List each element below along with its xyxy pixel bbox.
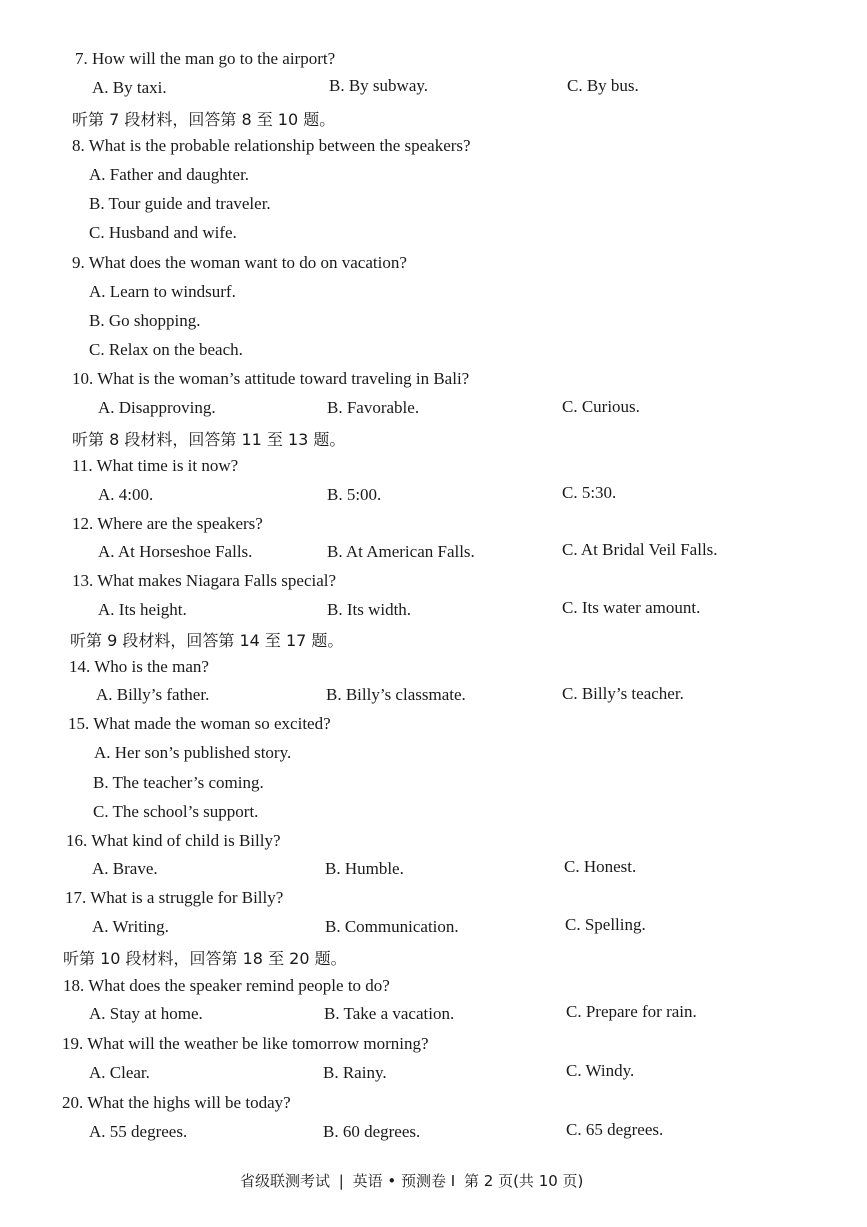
q18-option-b: B. Take a vacation. bbox=[324, 1004, 455, 1023]
q13-option-a: A. Its height. bbox=[98, 600, 187, 619]
q14-option-a: A. Billy’s father. bbox=[96, 685, 210, 704]
q13-option-c: C. Its water amount. bbox=[562, 598, 701, 617]
q19-option-b: B. Rainy. bbox=[323, 1063, 387, 1082]
q16-option-c: C. Honest. bbox=[564, 857, 637, 876]
q9-option-a: A. Learn to windsurf. bbox=[89, 282, 236, 301]
question-16: 16. What kind of child is Billy? bbox=[66, 831, 281, 850]
question-10: 10. What is the woman’s attitude toward traveling in Bali? bbox=[72, 369, 470, 388]
footer-exam-name: 省级联测考试 bbox=[240, 1172, 331, 1190]
q14-option-c: C. Billy’s teacher. bbox=[562, 684, 684, 703]
q18-option-a: A. Stay at home. bbox=[89, 1004, 203, 1023]
q17-option-b: B. Communication. bbox=[325, 917, 459, 936]
q17-option-c: C. Spelling. bbox=[565, 915, 646, 934]
question-13: 13. What makes Niagara Falls special? bbox=[72, 571, 337, 590]
q17-option-a: A. Writing. bbox=[92, 917, 169, 936]
q7-option-c: C. By bus. bbox=[567, 76, 639, 95]
q10-option-c: C. Curious. bbox=[562, 397, 640, 416]
q14-option-b: B. Billy’s classmate. bbox=[326, 685, 466, 704]
question-18: 18. What does the speaker remind people to do? bbox=[63, 976, 390, 995]
question-19: 19. What will the weather be like tomorrow morning? bbox=[62, 1034, 429, 1053]
question-15: 15. What made the woman so excited? bbox=[68, 714, 331, 733]
question-17: 17. What is a struggle for Billy? bbox=[65, 888, 284, 907]
question-20: 20. What the highs will be today? bbox=[62, 1093, 291, 1112]
q13-option-b: B. Its width. bbox=[327, 600, 412, 619]
q20-option-a: A. 55 degrees. bbox=[89, 1122, 188, 1141]
q18-option-c: C. Prepare for rain. bbox=[566, 1002, 697, 1021]
q20-option-b: B. 60 degrees. bbox=[323, 1122, 421, 1141]
section-heading-8: 听第 8 段材料，回答第 11 至 13 题。 bbox=[72, 430, 346, 449]
q10-option-b: B. Favorable. bbox=[327, 398, 420, 417]
footer-page-number: 第 2 页(共 10 页) bbox=[464, 1172, 584, 1190]
q11-option-b: B. 5:00. bbox=[327, 485, 382, 504]
q16-option-b: B. Humble. bbox=[325, 859, 404, 878]
q7-option-b: B. By subway. bbox=[329, 76, 429, 95]
question-7: 7. How will the man go to the airport? bbox=[75, 49, 336, 68]
section-heading-10: 听第 10 段材料，回答第 18 至 20 题。 bbox=[63, 949, 347, 968]
q10-option-a: A. Disapproving. bbox=[98, 398, 216, 417]
q11-option-a: A. 4:00. bbox=[98, 485, 154, 504]
question-14: 14. Who is the man? bbox=[69, 657, 209, 676]
q15-option-b: B. The teacher’s coming. bbox=[93, 773, 264, 792]
q8-option-b: B. Tour guide and traveler. bbox=[89, 194, 271, 213]
q16-option-a: A. Brave. bbox=[92, 859, 158, 878]
q12-option-b: B. At American Falls. bbox=[327, 542, 475, 561]
q19-option-a: A. Clear. bbox=[89, 1063, 150, 1082]
section-heading-7: 听第 7 段材料，回答第 8 至 10 题。 bbox=[72, 110, 336, 129]
q12-option-a: A. At Horseshoe Falls. bbox=[98, 542, 253, 561]
q15-option-a: A. Her son’s published story. bbox=[94, 743, 292, 762]
page-footer bbox=[240, 1170, 587, 1191]
q15-option-c: C. The school’s support. bbox=[93, 802, 259, 821]
q8-option-c: C. Husband and wife. bbox=[89, 223, 237, 242]
q9-option-c: C. Relax on the beach. bbox=[89, 340, 243, 359]
q12-option-c: C. At Bridal Veil Falls. bbox=[562, 540, 718, 559]
footer-subject: 英语 • 预测卷 I bbox=[352, 1172, 456, 1190]
question-9: 9. What does the woman want to do on vacation? bbox=[72, 253, 407, 272]
question-12: 12. Where are the speakers? bbox=[72, 514, 263, 533]
q7-option-a: A. By taxi. bbox=[92, 78, 167, 97]
section-heading-9: 听第 9 段材料，回答第 14 至 17 题。 bbox=[70, 631, 344, 650]
footer-separator: | bbox=[338, 1172, 344, 1190]
question-11: 11. What time is it now? bbox=[72, 456, 239, 475]
q19-option-c: C. Windy. bbox=[566, 1061, 635, 1080]
q11-option-c: C. 5:30. bbox=[562, 483, 617, 502]
q8-option-a: A. Father and daughter. bbox=[89, 165, 250, 184]
q20-option-c: C. 65 degrees. bbox=[566, 1120, 664, 1139]
question-8: 8. What is the probable relationship between the speakers? bbox=[72, 136, 471, 155]
q9-option-b: B. Go shopping. bbox=[89, 311, 201, 330]
